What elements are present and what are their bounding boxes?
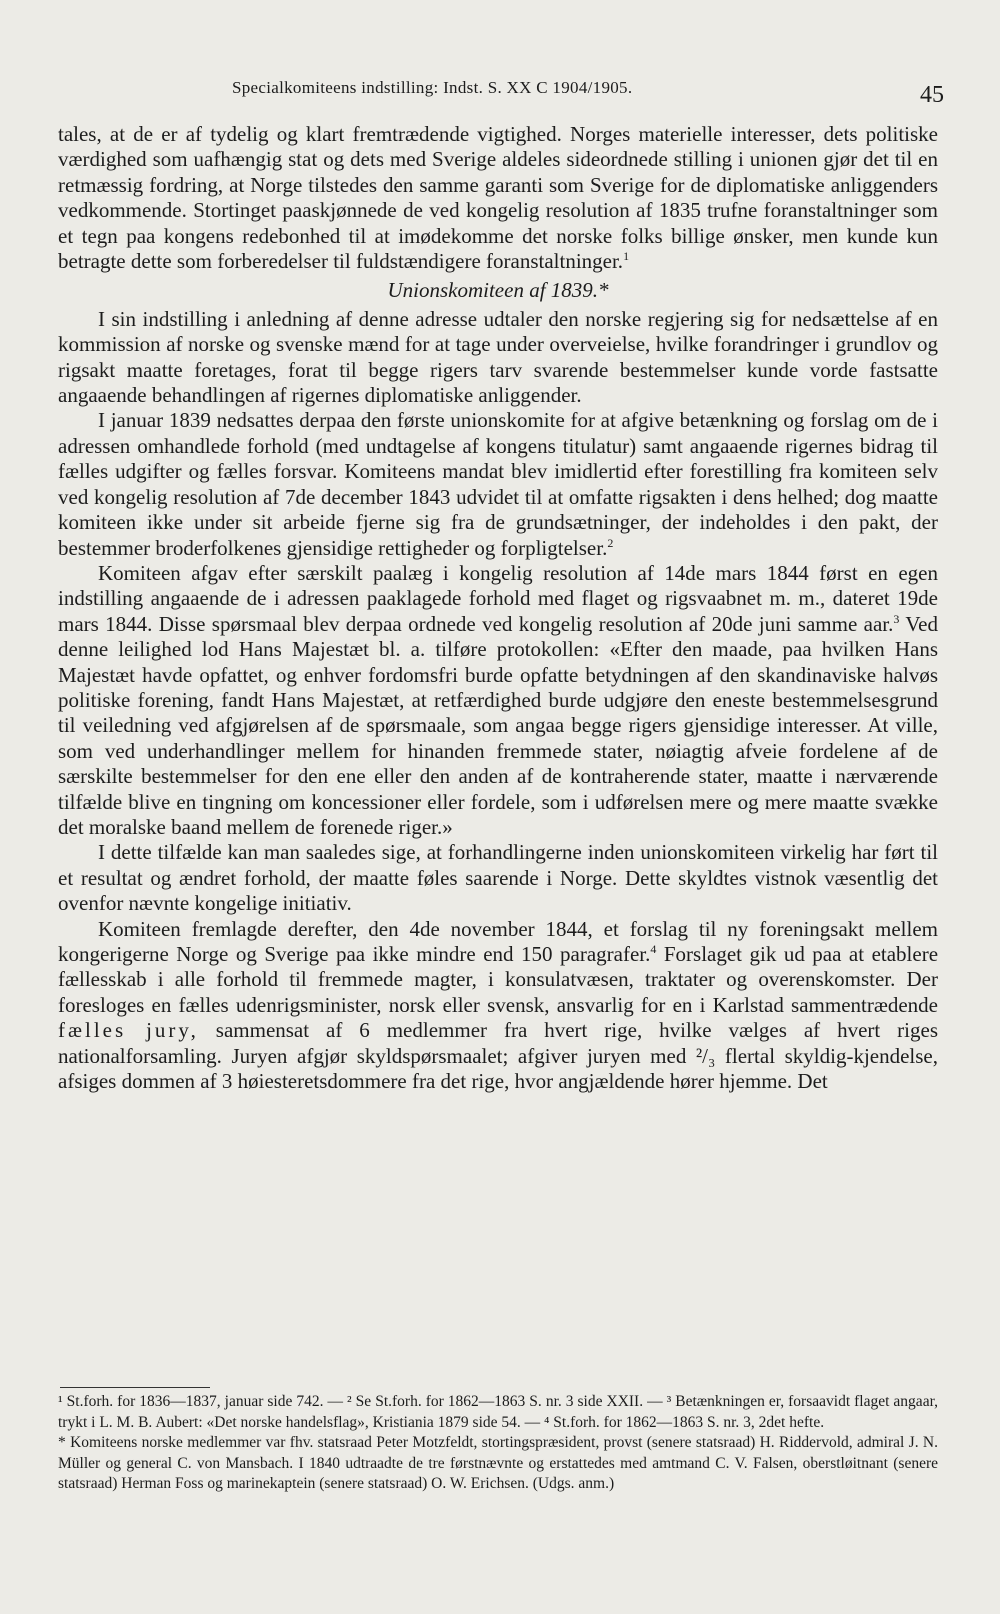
footnote: ¹ St.forh. for 1836—1837, januar side 742. — ² Se St.forh. for 1862—1863 S. nr. 3 side XXII. — ³ Betænkningen er, forsaavidt flaget angaar, trykt i L. M. B. Aubert: «Det norske handelsflag», Kristiania 1879 side 54. — ⁴ St.forh. for 1862—1863 S. nr. 3, 2det hefte.	[58, 1393, 938, 1431]
footnote-ref: 2	[607, 535, 614, 550]
paragraph-text: Komiteen fremlagde derefter, den 4de november 1844, et forslag til ny foreningsakt mellem kongerigerne Norge og Sverige paa ikke mindre end 150 paragrafer.	[58, 916, 938, 966]
paragraph-text: Ved denne leilighed lod Hans Majestæt bl. a. tilføre protokollen: «Efter den maade, paa hvilken Hans Majestæt havde opfattet, og enhver fordomsfri burde opfatte betydningen af den skandinaviske halvøs politiske forening, fandt Hans Majestæt, at retfærdighed burde udgjøre den eneste bestemmelsesgrund til veiledning ved afgjørelsen af de spørsmaale, som angaa begge rigers gjensidige interesser. At ville, som ved underhandlinger mellem for hinanden fremmede stater, nøiagtig afveie fordelene af de særskilte bestemmelser for den ene eller den anden af de kontraherende stater, maatte i nærværende tilfælde blive en tingning om koncessioner eller fordele, som i udførelsen mere og mere maatte svække det moralske baand mellem de forenede riger.»	[58, 611, 938, 839]
main-text	[58, 122, 938, 1094]
page-number: 45	[920, 82, 944, 108]
footnote-ref: 4	[650, 942, 657, 956]
paragraph: I sin indstilling i anledning af denne adresse udtaler den norske regjering sig for nedsættelse af en kommission af norske og svenske mænd for at tage under overveielse, hvilke forandringer i grundlov og rigsakt maatte foretages, forat til begge rigers tarv svarende bestemmelser kunde vorde fastsatte angaaende behandlingen af rigernes diplomatiske anliggender.	[58, 306, 938, 408]
spaced-term: fælles jury,	[58, 1018, 199, 1043]
section-heading: Unionskomiteen af 1839.*	[387, 278, 609, 303]
paragraph-text: Forslaget gik ud paa at etablere fællesskab i alle forhold til fremmede magter, i konsulatvæsen, traktater og overenskomster. Der foresloges en fælles udenrigsminister, norsk eller svensk, ansvarlig for en i Karlstad sammentrædende	[58, 942, 939, 1017]
footnote: * Komiteens norske medlemmer var fhv. statsraad Peter Motzfeldt, stortingspræsident, provst (senere statsraad) H. Riddervold, admiral J. N. Müller og general C. von Mansbach. I 1840 udtraadte de tre førstnævnte og erstattedes med amtmand C. V. Falsen, oberstløitnant (senere statsraad) Herman Foss og marinekaptein (senere statsraad) O. W. Erichsen. (Udgs. anm.)	[58, 1434, 938, 1493]
footnote-divider	[60, 1387, 210, 1388]
paragraph	[58, 561, 938, 840]
paragraph-text: sammensat af 6 medlemmer fra hvert rige, hvilke vælges af hvert riges nationalforsamling. Juryen afgjør skyldspørsmaalet; afgiver juryen med ²/₃ flertal skyldig-kjendelse, afsiges dommen af 3 høiesteretsdommere fra det rige, hvor angjældende hører hjemme. Det	[58, 1018, 938, 1094]
footnote-ref: 1	[623, 249, 630, 264]
paragraph-text: Komiteen afgav efter særskilt paalæg i kongelig resolution af 14de mars 1844 først en egen indstilling angaaende de i adressen paaklagede forhold med flaget og rigsvaabnet m. m., dateret 19de mars 1844. Disse spørsmaal blev derpaa ordnede ved kongelig resolution af 20de juni samme aar.	[58, 560, 938, 636]
paragraph	[58, 408, 938, 560]
paragraph-text: tales, at de er af tydelig og klart fremtrædende vigtighed. Norges materielle interesser, dets politiske værdighed som uafhængig stat og dets med Sverige aldeles sideordnede stilling i unionen gjør det til en retmæssig fordring, at Norge tilstedes den samme garanti som Sverige for de diplomatiske anliggenders vedkommende. Stortinget paaskjønnede de ved kongelig resolution af 1835 trufne foranstaltninger som et tegn paa kongens redebonhed til at imødekomme det norske folks billige ønsker, men kunde kun betragte dette som forberedelser til fuldstændigere foranstaltninger.	[58, 122, 938, 274]
footnote-ref: 3	[893, 611, 900, 626]
paragraph: I dette tilfælde kan man saaledes sige, at forhandlingerne inden unionskomiteen virkelig har ført til et resultat og ændret forhold, der maatte føles saarende i Norge. Dette skyldtes vistnok væsentlig det ovenfor nævnte kongelige initiativ.	[58, 840, 938, 916]
paragraph	[58, 917, 938, 1095]
paragraph-text: I januar 1839 nedsattes derpaa den første unionskomite for at afgive betænkning og forslag om de i adressen omhandlede forhold (med undtagelse af kongens titulatur) samt angaaende rigernes bidrag til fælles udgifter og fælles forsvar. Komiteens mandat blev imidlertid efter forestilling fra komiteen selv ved kongelig resolution af 7de december 1843 udvidet til at omfatte rigsakten i dens helhed; dog maatte komiteen ikke under sit arbeide fjerne sig fra de grundsætninger, der indeholdes i den pakt, der bestemmer broderfolkenes gjensidige rettigheder og forpligtelser.	[58, 408, 938, 560]
paragraph	[58, 122, 938, 274]
running-header: Specialkomiteens indstilling: Indst. S. XX C 1904/1905.	[232, 78, 633, 97]
footnotes	[58, 1392, 938, 1495]
